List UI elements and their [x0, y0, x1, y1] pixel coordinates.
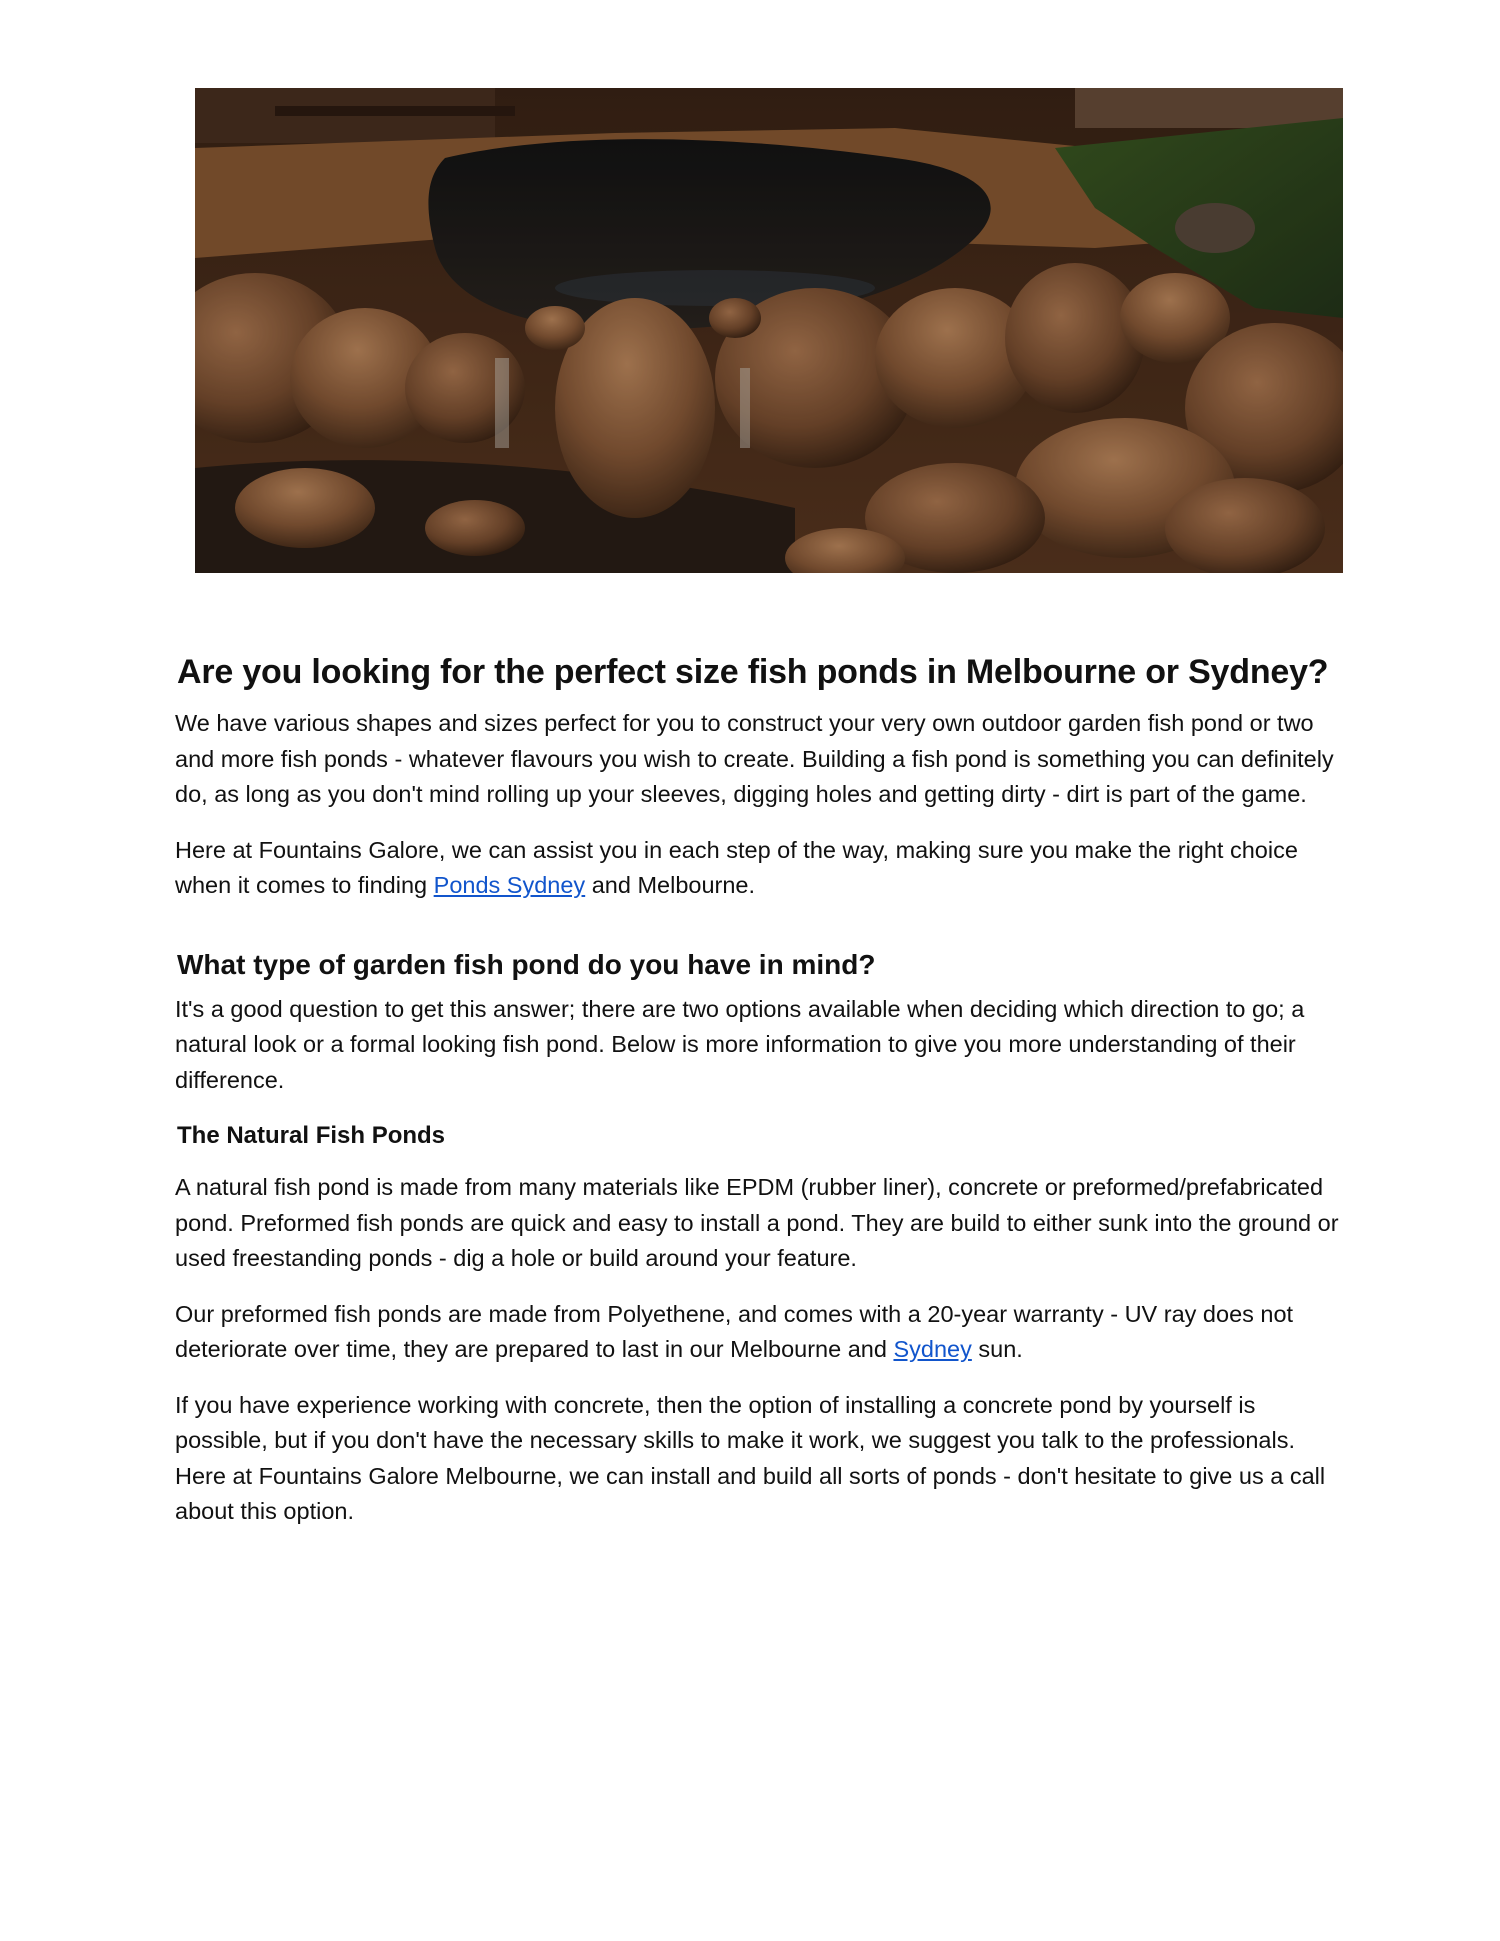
natural-ponds-title: The Natural Fish Ponds: [177, 1122, 446, 1149]
article: [172, 648, 1352, 1550]
preformed-text-before: Our preformed fish ponds are made from Polyethene, and comes with a 20-year warranty - UV ray does not deteriorate over time, they are prepared to last in our Melbourne and: [175, 1300, 1294, 1362]
pond-photo: [195, 88, 1343, 573]
options-paragraph: It's a good question to get this answer; there are two options available when deciding which direction to go; a natural look or a formal looking fish pond. Below is more information to give you more understanding of their difference.: [175, 995, 1305, 1093]
natural-pond-paragraph: A natural fish pond is made from many materials like EPDM (rubber liner), concrete or preformed/prefabricated pond. Preformed fish ponds are quick and easy to install a pond. They are build to either sunk into the ground or used freestanding ponds - dig a hole or build around your feature.: [175, 1174, 1339, 1271]
article-heading: Are you looking for the perfect size fish ponds in Melbourne or Sydney?: [177, 653, 1329, 691]
intro-paragraph: We have various shapes and sizes perfect for you to construct your very own outdoor garden fish pond or two and more fish ponds - whatever flavours you wish to create. Building a fish pond is something you can definitely do, as long as you don't mind rolling up your sleeves, digging holes and getting dirty - dirt is part of the game.: [175, 710, 1334, 807]
ponds-sydney-link[interactable]: Ponds Sydney: [433, 872, 586, 898]
assist-text-after: and Melbourne.: [585, 872, 756, 898]
concrete-paragraph: If you have experience working with concrete, then the option of installing a concrete pond by yourself is possible, but if you don't have the necessary skills to make it work, we suggest you talk to the professionals. Here at Fountains Galore Melbourne, we can install and build all sorts of ponds - don't hesitate to give us a call about this option.: [175, 1391, 1326, 1524]
hero-image: [195, 88, 1343, 573]
sydney-link[interactable]: Sydney: [893, 1336, 972, 1362]
assist-paragraph: [172, 833, 1352, 904]
assist-text-before: Here at Fountains Galore, we can assist you in each step of the way, making sure you make the right choice when it comes to finding: [175, 836, 1298, 898]
section-subheading: What type of garden fish pond do you have in mind?: [177, 948, 876, 980]
preformed-text-after: sun.: [971, 1336, 1023, 1362]
preformed-paragraph: [172, 1297, 1352, 1368]
